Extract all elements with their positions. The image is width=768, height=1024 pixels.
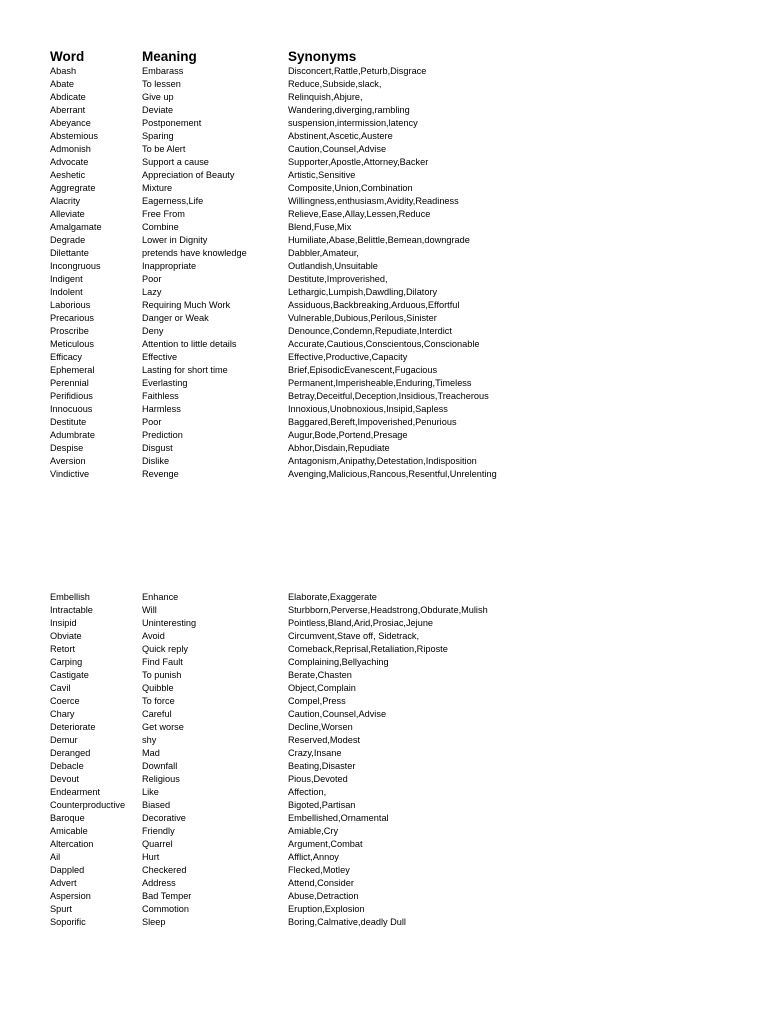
word-cell: Amicable bbox=[50, 826, 88, 836]
meaning-cell: Downfall bbox=[142, 761, 178, 771]
table-row bbox=[0, 247, 768, 260]
meaning-cell: Requiring Much Work bbox=[142, 300, 231, 310]
synonyms-cell: Vulnerable,Dubious,Perilous,Sinister bbox=[288, 313, 437, 323]
synonyms-cell: Embellished,Ornamental bbox=[288, 813, 389, 823]
table-row bbox=[0, 403, 768, 416]
meaning-cell: Postponement bbox=[142, 118, 202, 128]
table-row bbox=[0, 799, 768, 812]
table-row bbox=[0, 825, 768, 838]
meaning-cell: Avoid bbox=[142, 631, 165, 641]
synonyms-cell: Willingness,enthusiasm,Avidity,Readiness bbox=[288, 196, 459, 206]
word-cell: Amalgamate bbox=[50, 222, 102, 232]
synonyms-cell: Afflict,Annoy bbox=[288, 852, 339, 862]
table-row bbox=[0, 312, 768, 325]
meaning-cell: Lazy bbox=[142, 287, 162, 297]
table-row bbox=[0, 442, 768, 455]
table-row bbox=[0, 747, 768, 760]
meaning-cell: Sparing bbox=[142, 131, 174, 141]
synonyms-cell: Baggared,Bereft,Impoverished,Penurious bbox=[288, 417, 457, 427]
word-cell: Perennial bbox=[50, 378, 89, 388]
word-cell: Debacle bbox=[50, 761, 84, 771]
meaning-cell: Faithless bbox=[142, 391, 179, 401]
meaning-cell: Combine bbox=[142, 222, 179, 232]
meaning-cell: Support a cause bbox=[142, 157, 209, 167]
synonyms-cell: Circumvent,Stave off, Sidetrack, bbox=[288, 631, 420, 641]
synonyms-cell: Flecked,Motley bbox=[288, 865, 350, 875]
header-word: Word bbox=[50, 49, 85, 64]
synonyms-cell: Blend,Fuse,Mix bbox=[288, 222, 352, 232]
synonyms-cell: Effective,Productive,Capacity bbox=[288, 352, 408, 362]
synonyms-cell: Beating,Disaster bbox=[288, 761, 356, 771]
table-row bbox=[0, 617, 768, 630]
synonyms-cell: Pious,Devoted bbox=[288, 774, 348, 784]
meaning-cell: Deviate bbox=[142, 105, 174, 115]
synonyms-cell: Wandering,diverging,rambling bbox=[288, 105, 410, 115]
synonyms-cell: Outlandish,Unsuitable bbox=[288, 261, 378, 271]
table-row bbox=[0, 682, 768, 695]
table-row bbox=[0, 864, 768, 877]
table-row bbox=[0, 429, 768, 442]
table-row bbox=[0, 838, 768, 851]
word-cell: Admonish bbox=[50, 144, 91, 154]
word-cell: Carping bbox=[50, 657, 83, 667]
table-row bbox=[0, 156, 768, 169]
meaning-cell: Danger or Weak bbox=[142, 313, 209, 323]
synonyms-cell: Brief,EpisodicEvanescent,Fugacious bbox=[288, 365, 438, 375]
word-cell: Counterproductive bbox=[50, 800, 126, 810]
meaning-cell: shy bbox=[142, 735, 157, 745]
meaning-cell: Like bbox=[142, 787, 159, 797]
synonyms-cell: Assiduous,Backbreaking,Arduous,Effortful bbox=[288, 300, 460, 310]
table-row bbox=[0, 916, 768, 929]
synonyms-cell: Attend,Consider bbox=[288, 878, 354, 888]
table-row bbox=[0, 299, 768, 312]
table-row bbox=[0, 416, 768, 429]
word-cell: Dilettante bbox=[50, 248, 89, 258]
synonyms-cell: suspension,intermission,latency bbox=[288, 118, 418, 128]
word-cell: Obviate bbox=[50, 631, 82, 641]
table-row bbox=[0, 260, 768, 273]
word-cell: Embellish bbox=[50, 592, 90, 602]
table-row bbox=[0, 812, 768, 825]
meaning-cell: Harmless bbox=[142, 404, 181, 414]
meaning-cell: Commotion bbox=[142, 904, 189, 914]
word-cell: Indigent bbox=[50, 274, 83, 284]
meaning-cell: Give up bbox=[142, 92, 174, 102]
table-row bbox=[0, 734, 768, 747]
meaning-cell: Dislike bbox=[142, 456, 170, 466]
synonyms-cell: Object,Complain bbox=[288, 683, 356, 693]
meaning-cell: Quick reply bbox=[142, 644, 188, 654]
word-cell: Altercation bbox=[50, 839, 94, 849]
header-synonyms: Synonyms bbox=[288, 49, 357, 64]
meaning-cell: Enhance bbox=[142, 592, 179, 602]
meaning-cell: Everlasting bbox=[142, 378, 188, 388]
word-cell: Innocuous bbox=[50, 404, 93, 414]
synonyms-cell: Compel,Press bbox=[288, 696, 346, 706]
meaning-cell: To punish bbox=[142, 670, 182, 680]
synonyms-cell: Reduce,Subside,slack, bbox=[288, 79, 382, 89]
word-cell: Aggregrate bbox=[50, 183, 96, 193]
synonyms-cell: Amiable,Cry bbox=[288, 826, 339, 836]
word-cell: Devout bbox=[50, 774, 80, 784]
table-row bbox=[0, 390, 768, 403]
word-list-block-2 bbox=[0, 591, 768, 929]
table-row bbox=[0, 773, 768, 786]
table-row bbox=[0, 364, 768, 377]
table-row bbox=[0, 455, 768, 468]
table-row bbox=[0, 195, 768, 208]
word-cell: Abate bbox=[50, 79, 75, 89]
word-cell: Abstemious bbox=[50, 131, 99, 141]
table-row bbox=[0, 273, 768, 286]
word-cell: Aversion bbox=[50, 456, 86, 466]
meaning-cell: Eagerness,Life bbox=[142, 196, 204, 206]
table-row bbox=[0, 351, 768, 364]
synonyms-cell: Affection, bbox=[288, 787, 327, 797]
word-list-block-1 bbox=[0, 65, 768, 481]
synonyms-cell: Destitute,Improverished, bbox=[288, 274, 388, 284]
word-cell: Abdicate bbox=[50, 92, 86, 102]
meaning-cell: Free From bbox=[142, 209, 185, 219]
word-cell: Endearment bbox=[50, 787, 101, 797]
synonyms-cell: Relinquish,Abjure, bbox=[288, 92, 363, 102]
table-row bbox=[0, 708, 768, 721]
word-cell: Baroque bbox=[50, 813, 85, 823]
meaning-cell: Lower in Dignity bbox=[142, 235, 208, 245]
meaning-cell: To lessen bbox=[142, 79, 181, 89]
synonyms-cell: Augur,Bode,Portend,Presage bbox=[288, 430, 408, 440]
synonyms-cell: Innoxious,Unobnoxious,Insipid,Sapless bbox=[288, 404, 448, 414]
meaning-cell: Embarass bbox=[142, 66, 184, 76]
word-cell: Abash bbox=[50, 66, 77, 76]
table-row bbox=[0, 630, 768, 643]
synonyms-cell: Pointless,Bland,Arid,Prosiac,Jejune bbox=[288, 618, 434, 628]
word-cell: Incongruous bbox=[50, 261, 101, 271]
word-cell: Cavil bbox=[50, 683, 71, 693]
synonyms-cell: Reserved,Modest bbox=[288, 735, 361, 745]
synonyms-cell: Comeback,Reprisal,Retaliation,Riposte bbox=[288, 644, 448, 654]
synonyms-cell: Berate,Chasten bbox=[288, 670, 352, 680]
meaning-cell: Mad bbox=[142, 748, 160, 758]
table-row bbox=[0, 721, 768, 734]
table-row bbox=[0, 604, 768, 617]
table-row bbox=[0, 117, 768, 130]
word-cell: Adumbrate bbox=[50, 430, 95, 440]
synonyms-cell: Eruption,Explosion bbox=[288, 904, 365, 914]
synonyms-cell: Abhor,Disdain,Repudiate bbox=[288, 443, 390, 453]
word-cell: Intractable bbox=[50, 605, 93, 615]
word-cell: Coerce bbox=[50, 696, 80, 706]
word-cell: Advert bbox=[50, 878, 77, 888]
synonyms-cell: Abuse,Detraction bbox=[288, 891, 359, 901]
synonyms-cell: Sturbborn,Perverse,Headstrong,Obdurate,Mulish bbox=[288, 605, 488, 615]
word-cell: Aeshetic bbox=[50, 170, 86, 180]
meaning-cell: Friendly bbox=[142, 826, 175, 836]
synonyms-cell: Disconcert,Rattle,Peturb,Disgrace bbox=[288, 66, 427, 76]
synonyms-cell: Dabbler,Amateur, bbox=[288, 248, 359, 258]
word-cell: Chary bbox=[50, 709, 75, 719]
meaning-cell: Attention to little details bbox=[142, 339, 237, 349]
synonyms-cell: Accurate,Cautious,Conscientous,Conscionable bbox=[288, 339, 480, 349]
meaning-cell: Lasting for short time bbox=[142, 365, 228, 375]
word-cell: Soporific bbox=[50, 917, 86, 927]
meaning-cell: Prediction bbox=[142, 430, 183, 440]
word-cell: Degrade bbox=[50, 235, 86, 245]
table-row bbox=[0, 130, 768, 143]
synonyms-cell: Avenging,Malicious,Rancous,Resentful,Unrelenting bbox=[288, 469, 497, 479]
meaning-cell: Biased bbox=[142, 800, 171, 810]
word-cell: Vindictive bbox=[50, 469, 90, 479]
meaning-cell: Careful bbox=[142, 709, 172, 719]
table-row bbox=[0, 377, 768, 390]
meaning-cell: Mixture bbox=[142, 183, 173, 193]
meaning-cell: Disgust bbox=[142, 443, 173, 453]
synonyms-cell: Complaining,Bellyaching bbox=[288, 657, 389, 667]
table-row bbox=[0, 468, 768, 481]
table-row bbox=[0, 221, 768, 234]
table-row bbox=[0, 78, 768, 91]
meaning-cell: Sleep bbox=[142, 917, 166, 927]
synonyms-cell: Lethargic,Lumpish,Dawdling,Dilatory bbox=[288, 287, 438, 297]
table-row bbox=[0, 903, 768, 916]
word-cell: Demur bbox=[50, 735, 78, 745]
synonyms-cell: Humiliate,Abase,Belittle,Bemean,downgrade bbox=[288, 235, 470, 245]
synonyms-cell: Antagonism,Anipathy,Detestation,Indisposition bbox=[288, 456, 477, 466]
word-cell: Spurt bbox=[50, 904, 72, 914]
word-cell: Deteriorate bbox=[50, 722, 96, 732]
word-cell: Destitute bbox=[50, 417, 87, 427]
table-row bbox=[0, 143, 768, 156]
table-row bbox=[0, 65, 768, 78]
word-cell: Deranged bbox=[50, 748, 91, 758]
synonyms-cell: Decline,Worsen bbox=[288, 722, 353, 732]
table-row bbox=[0, 104, 768, 117]
table-row bbox=[0, 786, 768, 799]
table-row bbox=[0, 656, 768, 669]
word-cell: Perifidious bbox=[50, 391, 93, 401]
meaning-cell: Find Fault bbox=[142, 657, 183, 667]
meaning-cell: To be Alert bbox=[142, 144, 186, 154]
meaning-cell: pretends have knowledge bbox=[142, 248, 247, 258]
word-cell: Abeyance bbox=[50, 118, 91, 128]
word-cell: Alacrity bbox=[50, 196, 81, 206]
meaning-cell: Bad Temper bbox=[142, 891, 192, 901]
word-cell: Ephemeral bbox=[50, 365, 95, 375]
table-row bbox=[0, 695, 768, 708]
meaning-cell: Uninteresting bbox=[142, 618, 197, 628]
word-cell: Retort bbox=[50, 644, 76, 654]
word-cell: Dappled bbox=[50, 865, 85, 875]
word-cell: Proscribe bbox=[50, 326, 89, 336]
synonyms-cell: Abstinent,Ascetic,Austere bbox=[288, 131, 393, 141]
synonyms-cell: Boring,Calmative,deadly Dull bbox=[288, 917, 406, 927]
word-cell: Precarious bbox=[50, 313, 94, 323]
synonyms-cell: Elaborate,Exaggerate bbox=[288, 592, 377, 602]
word-cell: Ail bbox=[50, 852, 61, 862]
meaning-cell: Poor bbox=[142, 274, 162, 284]
table-row bbox=[0, 182, 768, 195]
word-cell: Castigate bbox=[50, 670, 89, 680]
synonyms-cell: Supporter,Apostle,Attorney,Backer bbox=[288, 157, 429, 167]
meaning-cell: Revenge bbox=[142, 469, 179, 479]
meaning-cell: Decorative bbox=[142, 813, 186, 823]
meaning-cell: Effective bbox=[142, 352, 178, 362]
table-row bbox=[0, 286, 768, 299]
word-cell: Indolent bbox=[50, 287, 83, 297]
word-cell: Despise bbox=[50, 443, 84, 453]
synonyms-cell: Relieve,Ease,Allay,Lessen,Reduce bbox=[288, 209, 431, 219]
word-cell: Alleviate bbox=[50, 209, 85, 219]
meaning-cell: Quibble bbox=[142, 683, 174, 693]
table-row bbox=[0, 169, 768, 182]
word-cell: Aberrant bbox=[50, 105, 86, 115]
header-meaning: Meaning bbox=[142, 49, 197, 64]
synonyms-cell: Permanent,Imperisheable,Enduring,Timeless bbox=[288, 378, 472, 388]
meaning-cell: Will bbox=[142, 605, 157, 615]
word-cell: Insipid bbox=[50, 618, 77, 628]
meaning-cell: Religious bbox=[142, 774, 180, 784]
table-row bbox=[0, 890, 768, 903]
table-row bbox=[0, 877, 768, 890]
meaning-cell: Get worse bbox=[142, 722, 184, 732]
synonyms-cell: Crazy,Insane bbox=[288, 748, 342, 758]
meaning-cell: Quarrel bbox=[142, 839, 173, 849]
table-row bbox=[0, 91, 768, 104]
word-cell: Aspersion bbox=[50, 891, 91, 901]
word-cell: Advocate bbox=[50, 157, 89, 167]
meaning-cell: To force bbox=[142, 696, 175, 706]
table-row bbox=[0, 234, 768, 247]
meaning-cell: Inappropriate bbox=[142, 261, 197, 271]
table-row bbox=[0, 208, 768, 221]
synonyms-cell: Caution,Counsel,Advise bbox=[288, 709, 387, 719]
word-cell: Laborious bbox=[50, 300, 91, 310]
meaning-cell: Appreciation of Beauty bbox=[142, 170, 235, 180]
synonyms-cell: Betray,Deceitful,Deception,Insidious,Treacherous bbox=[288, 391, 489, 401]
meaning-cell: Address bbox=[142, 878, 176, 888]
table-row bbox=[0, 338, 768, 351]
synonyms-cell: Caution,Counsel,Advise bbox=[288, 144, 387, 154]
synonyms-cell: Denounce,Condemn,Repudiate,Interdict bbox=[288, 326, 452, 336]
table-row bbox=[0, 591, 768, 604]
table-row bbox=[0, 643, 768, 656]
table-row bbox=[0, 669, 768, 682]
synonyms-cell: Bigoted,Partisan bbox=[288, 800, 356, 810]
meaning-cell: Deny bbox=[142, 326, 164, 336]
word-cell: Efficacy bbox=[50, 352, 82, 362]
table-row bbox=[0, 760, 768, 773]
table-row bbox=[0, 325, 768, 338]
table-row bbox=[0, 851, 768, 864]
meaning-cell: Poor bbox=[142, 417, 162, 427]
word-cell: Meticulous bbox=[50, 339, 94, 349]
synonyms-cell: Artistic,Sensitive bbox=[288, 170, 356, 180]
synonyms-cell: Argument,Combat bbox=[288, 839, 363, 849]
meaning-cell: Hurt bbox=[142, 852, 160, 862]
meaning-cell: Checkered bbox=[142, 865, 187, 875]
synonyms-cell: Composite,Union,Combination bbox=[288, 183, 413, 193]
